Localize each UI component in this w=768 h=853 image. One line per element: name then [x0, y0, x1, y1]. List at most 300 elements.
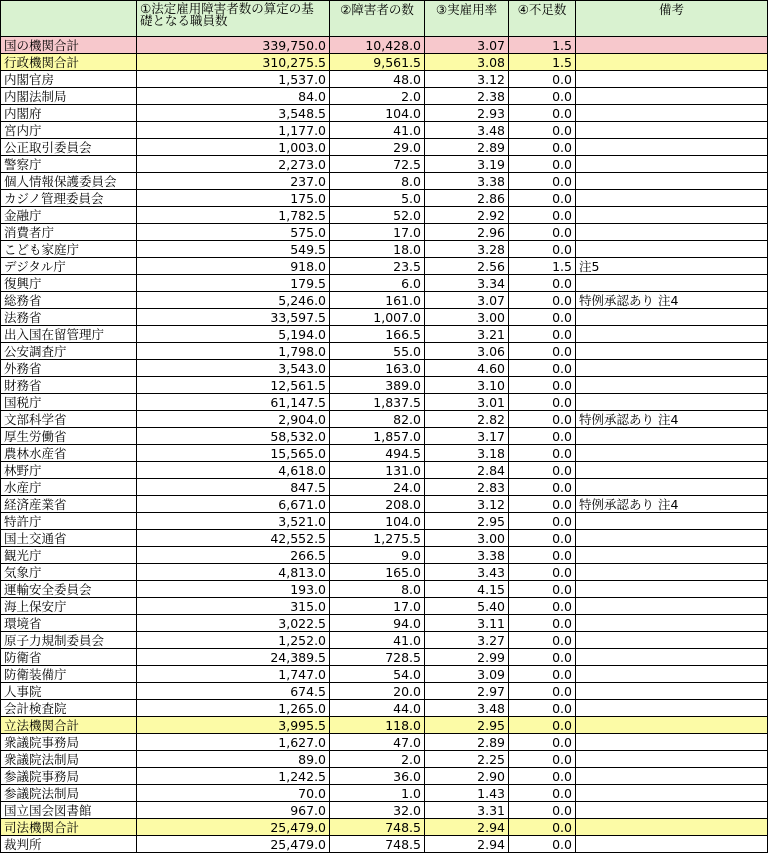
disabled-count-cell: 389.0	[330, 377, 425, 394]
table-row	[1, 632, 768, 649]
disabled-count-cell: 10,428.0	[330, 37, 425, 54]
disabled-count-cell: 728.5	[330, 649, 425, 666]
notes-cell	[576, 428, 768, 445]
actual-rate-cell: 2.38	[425, 88, 509, 105]
notes-cell	[576, 717, 768, 734]
notes-cell	[576, 377, 768, 394]
shortfall-cell: 0.0	[509, 462, 576, 479]
disabled-count-cell: 20.0	[330, 683, 425, 700]
base-employees-cell: 3,022.5	[137, 615, 330, 632]
disabled-count-cell: 1,275.5	[330, 530, 425, 547]
shortfall-cell: 1.5	[509, 54, 576, 71]
shortfall-cell: 0.0	[509, 530, 576, 547]
org-name-cell: 総務省	[1, 292, 137, 309]
table-header-row	[1, 1, 768, 37]
disabled-count-cell: 5.0	[330, 190, 425, 207]
notes-cell	[576, 224, 768, 241]
base-employees-cell: 1,242.5	[137, 768, 330, 785]
notes-cell	[576, 173, 768, 190]
base-employees-cell: 3,995.5	[137, 717, 330, 734]
base-employees-cell: 339,750.0	[137, 37, 330, 54]
disabled-count-cell: 118.0	[330, 717, 425, 734]
base-employees-cell: 25,479.0	[137, 836, 330, 853]
org-name-cell: 行政機関合計	[1, 54, 137, 71]
notes-cell: 注5	[576, 258, 768, 275]
base-employees-cell: 58,532.0	[137, 428, 330, 445]
org-name-cell: 林野庁	[1, 462, 137, 479]
base-employees-cell: 61,147.5	[137, 394, 330, 411]
notes-cell	[576, 700, 768, 717]
shortfall-cell: 0.0	[509, 275, 576, 292]
base-employees-cell: 25,479.0	[137, 819, 330, 836]
org-name-cell: 水産庁	[1, 479, 137, 496]
actual-rate-cell: 2.82	[425, 411, 509, 428]
disabled-count-cell: 1.0	[330, 785, 425, 802]
disabled-count-cell: 104.0	[330, 513, 425, 530]
table-row	[1, 241, 768, 258]
table-row	[1, 377, 768, 394]
shortfall-cell: 0.0	[509, 683, 576, 700]
org-name-cell: デジタル庁	[1, 258, 137, 275]
org-name-cell: 参議院事務局	[1, 768, 137, 785]
shortfall-cell: 0.0	[509, 615, 576, 632]
shortfall-cell: 0.0	[509, 105, 576, 122]
base-employees-cell: 847.5	[137, 479, 330, 496]
table-row	[1, 836, 768, 853]
org-name-cell: 法務省	[1, 309, 137, 326]
table-row	[1, 428, 768, 445]
header-blank	[1, 1, 137, 37]
shortfall-cell: 0.0	[509, 309, 576, 326]
notes-cell	[576, 513, 768, 530]
base-employees-cell: 1,747.0	[137, 666, 330, 683]
org-name-cell: 金融庁	[1, 207, 137, 224]
shortfall-cell: 0.0	[509, 649, 576, 666]
org-name-cell: カジノ管理委員会	[1, 190, 137, 207]
actual-rate-cell: 2.93	[425, 105, 509, 122]
shortfall-cell: 0.0	[509, 411, 576, 428]
shortfall-cell: 0.0	[509, 564, 576, 581]
disabled-count-cell: 1,007.0	[330, 309, 425, 326]
org-name-cell: 公正取引委員会	[1, 139, 137, 156]
disabled-count-cell: 131.0	[330, 462, 425, 479]
disabled-count-cell: 166.5	[330, 326, 425, 343]
shortfall-cell: 1.5	[509, 258, 576, 275]
disabled-count-cell: 54.0	[330, 666, 425, 683]
notes-cell	[576, 88, 768, 105]
org-name-cell: 警察庁	[1, 156, 137, 173]
base-employees-cell: 575.0	[137, 224, 330, 241]
notes-cell	[576, 37, 768, 54]
table-row	[1, 122, 768, 139]
shortfall-cell: 0.0	[509, 768, 576, 785]
disabled-count-cell: 8.0	[330, 581, 425, 598]
disabled-count-cell: 165.0	[330, 564, 425, 581]
actual-rate-cell: 4.60	[425, 360, 509, 377]
actual-rate-cell: 3.12	[425, 496, 509, 513]
shortfall-cell: 1.5	[509, 37, 576, 54]
table-row	[1, 581, 768, 598]
org-name-cell: 衆議院事務局	[1, 734, 137, 751]
org-name-cell: 内閣官房	[1, 71, 137, 88]
table-row	[1, 683, 768, 700]
notes-cell	[576, 207, 768, 224]
org-name-cell: 経済産業省	[1, 496, 137, 513]
header-disabled-count: ②障害者の数	[330, 1, 425, 37]
org-name-cell: 会計検査院	[1, 700, 137, 717]
disabled-count-cell: 161.0	[330, 292, 425, 309]
actual-rate-cell: 3.28	[425, 241, 509, 258]
base-employees-cell: 1,627.0	[137, 734, 330, 751]
shortfall-cell: 0.0	[509, 122, 576, 139]
notes-cell	[576, 275, 768, 292]
table-row	[1, 462, 768, 479]
actual-rate-cell: 3.18	[425, 445, 509, 462]
base-employees-cell: 1,252.0	[137, 632, 330, 649]
notes-cell	[576, 632, 768, 649]
disabled-count-cell: 8.0	[330, 173, 425, 190]
actual-rate-cell: 2.95	[425, 513, 509, 530]
table-row	[1, 394, 768, 411]
base-employees-cell: 24,389.5	[137, 649, 330, 666]
table-row	[1, 190, 768, 207]
header-actual-rate: ③実雇用率	[425, 1, 509, 37]
table-row	[1, 173, 768, 190]
table-row	[1, 666, 768, 683]
header-base-employees: ①法定雇用障害者数の算定の基礎となる職員数	[137, 1, 330, 37]
table-row	[1, 700, 768, 717]
table-row	[1, 71, 768, 88]
actual-rate-cell: 3.38	[425, 173, 509, 190]
org-name-cell: 宮内庁	[1, 122, 137, 139]
table-row	[1, 615, 768, 632]
org-name-cell: 財務省	[1, 377, 137, 394]
actual-rate-cell: 2.56	[425, 258, 509, 275]
actual-rate-cell: 3.34	[425, 275, 509, 292]
base-employees-cell: 1,003.0	[137, 139, 330, 156]
table-row	[1, 496, 768, 513]
org-name-cell: 観光庁	[1, 547, 137, 564]
actual-rate-cell: 3.31	[425, 802, 509, 819]
shortfall-cell: 0.0	[509, 428, 576, 445]
shortfall-cell: 0.0	[509, 836, 576, 853]
shortfall-cell: 0.0	[509, 547, 576, 564]
actual-rate-cell: 2.96	[425, 224, 509, 241]
shortfall-cell: 0.0	[509, 513, 576, 530]
shortfall-cell: 0.0	[509, 717, 576, 734]
org-name-cell: 気象庁	[1, 564, 137, 581]
table-row	[1, 224, 768, 241]
shortfall-cell: 0.0	[509, 343, 576, 360]
shortfall-cell: 0.0	[509, 190, 576, 207]
disabled-count-cell: 29.0	[330, 139, 425, 156]
base-employees-cell: 315.0	[137, 598, 330, 615]
shortfall-cell: 0.0	[509, 173, 576, 190]
disabled-count-cell: 52.0	[330, 207, 425, 224]
actual-rate-cell: 2.99	[425, 649, 509, 666]
org-name-cell: 公安調査庁	[1, 343, 137, 360]
shortfall-cell: 0.0	[509, 394, 576, 411]
table-row	[1, 326, 768, 343]
shortfall-cell: 0.0	[509, 139, 576, 156]
header-shortfall: ④不足数	[509, 1, 576, 37]
shortfall-cell: 0.0	[509, 598, 576, 615]
base-employees-cell: 5,246.0	[137, 292, 330, 309]
table-row	[1, 802, 768, 819]
shortfall-cell: 0.0	[509, 666, 576, 683]
table-row	[1, 37, 768, 54]
notes-cell	[576, 768, 768, 785]
notes-cell	[576, 649, 768, 666]
actual-rate-cell: 2.94	[425, 819, 509, 836]
base-employees-cell: 5,194.0	[137, 326, 330, 343]
org-name-cell: 国立国会図書館	[1, 802, 137, 819]
table-row	[1, 479, 768, 496]
disabled-count-cell: 6.0	[330, 275, 425, 292]
actual-rate-cell: 2.95	[425, 717, 509, 734]
org-name-cell: 運輸安全委員会	[1, 581, 137, 598]
notes-cell	[576, 394, 768, 411]
table-row	[1, 598, 768, 615]
base-employees-cell: 3,543.0	[137, 360, 330, 377]
notes-cell	[576, 564, 768, 581]
actual-rate-cell: 2.84	[425, 462, 509, 479]
base-employees-cell: 12,561.5	[137, 377, 330, 394]
notes-cell	[576, 54, 768, 71]
actual-rate-cell: 2.92	[425, 207, 509, 224]
base-employees-cell: 1,265.0	[137, 700, 330, 717]
notes-cell	[576, 360, 768, 377]
table-row	[1, 292, 768, 309]
notes-cell	[576, 819, 768, 836]
org-name-cell: こども家庭庁	[1, 241, 137, 258]
notes-cell	[576, 734, 768, 751]
table-row	[1, 54, 768, 71]
actual-rate-cell: 4.15	[425, 581, 509, 598]
base-employees-cell: 310,275.5	[137, 54, 330, 71]
org-name-cell: 内閣法制局	[1, 88, 137, 105]
notes-cell	[576, 615, 768, 632]
org-name-cell: 特許庁	[1, 513, 137, 530]
shortfall-cell: 0.0	[509, 377, 576, 394]
table-row	[1, 717, 768, 734]
actual-rate-cell: 3.06	[425, 343, 509, 360]
disabled-count-cell: 44.0	[330, 700, 425, 717]
org-name-cell: 立法機関合計	[1, 717, 137, 734]
table-row	[1, 207, 768, 224]
notes-cell	[576, 190, 768, 207]
base-employees-cell: 2,273.0	[137, 156, 330, 173]
base-employees-cell: 1,782.5	[137, 207, 330, 224]
base-employees-cell: 89.0	[137, 751, 330, 768]
shortfall-cell: 0.0	[509, 581, 576, 598]
org-name-cell: 農林水産省	[1, 445, 137, 462]
actual-rate-cell: 3.21	[425, 326, 509, 343]
notes-cell	[576, 71, 768, 88]
org-name-cell: 出入国在留管理庁	[1, 326, 137, 343]
org-name-cell: 人事院	[1, 683, 137, 700]
base-employees-cell: 3,521.0	[137, 513, 330, 530]
notes-cell	[576, 241, 768, 258]
notes-cell: 特例承認あり 注4	[576, 292, 768, 309]
header-notes: 備考	[576, 1, 768, 37]
actual-rate-cell: 3.17	[425, 428, 509, 445]
base-employees-cell: 1,537.0	[137, 71, 330, 88]
base-employees-cell: 549.5	[137, 241, 330, 258]
disabled-count-cell: 47.0	[330, 734, 425, 751]
org-name-cell: 衆議院法制局	[1, 751, 137, 768]
base-employees-cell: 1,798.0	[137, 343, 330, 360]
notes-cell	[576, 309, 768, 326]
disabled-count-cell: 72.5	[330, 156, 425, 173]
shortfall-cell: 0.0	[509, 819, 576, 836]
shortfall-cell: 0.0	[509, 88, 576, 105]
org-name-cell: 文部科学省	[1, 411, 137, 428]
table-row	[1, 360, 768, 377]
table-row	[1, 564, 768, 581]
actual-rate-cell: 3.12	[425, 71, 509, 88]
notes-cell	[576, 598, 768, 615]
org-name-cell: 国の機関合計	[1, 37, 137, 54]
notes-cell	[576, 326, 768, 343]
actual-rate-cell: 2.89	[425, 139, 509, 156]
base-employees-cell: 237.0	[137, 173, 330, 190]
base-employees-cell: 4,618.0	[137, 462, 330, 479]
table-row	[1, 547, 768, 564]
org-name-cell: 防衛省	[1, 649, 137, 666]
org-name-cell: 消費者庁	[1, 224, 137, 241]
disabled-count-cell: 2.0	[330, 88, 425, 105]
table-row	[1, 88, 768, 105]
actual-rate-cell: 3.27	[425, 632, 509, 649]
disabled-count-cell: 48.0	[330, 71, 425, 88]
notes-cell: 特例承認あり 注4	[576, 496, 768, 513]
base-employees-cell: 6,671.0	[137, 496, 330, 513]
actual-rate-cell: 3.00	[425, 530, 509, 547]
disabled-count-cell: 208.0	[330, 496, 425, 513]
disabled-count-cell: 32.0	[330, 802, 425, 819]
org-name-cell: 厚生労働省	[1, 428, 137, 445]
table-row	[1, 768, 768, 785]
notes-cell	[576, 547, 768, 564]
disabled-count-cell: 18.0	[330, 241, 425, 258]
disabled-count-cell: 494.5	[330, 445, 425, 462]
table-row	[1, 309, 768, 326]
table-row	[1, 411, 768, 428]
org-name-cell: 防衛装備庁	[1, 666, 137, 683]
shortfall-cell: 0.0	[509, 734, 576, 751]
table-row	[1, 105, 768, 122]
actual-rate-cell: 3.43	[425, 564, 509, 581]
table-row	[1, 275, 768, 292]
notes-cell: 特例承認あり 注4	[576, 411, 768, 428]
shortfall-cell: 0.0	[509, 360, 576, 377]
shortfall-cell: 0.0	[509, 292, 576, 309]
base-employees-cell: 266.5	[137, 547, 330, 564]
disabled-count-cell: 1,857.0	[330, 428, 425, 445]
table-row	[1, 156, 768, 173]
actual-rate-cell: 3.00	[425, 309, 509, 326]
table-row	[1, 139, 768, 156]
disabled-count-cell: 23.5	[330, 258, 425, 275]
org-name-cell: 裁判所	[1, 836, 137, 853]
actual-rate-cell: 1.43	[425, 785, 509, 802]
base-employees-cell: 42,552.5	[137, 530, 330, 547]
org-name-cell: 参議院法制局	[1, 785, 137, 802]
shortfall-cell: 0.0	[509, 156, 576, 173]
disabled-count-cell: 104.0	[330, 105, 425, 122]
table-row	[1, 513, 768, 530]
actual-rate-cell: 3.07	[425, 37, 509, 54]
notes-cell	[576, 530, 768, 547]
disabled-count-cell: 1,837.5	[330, 394, 425, 411]
notes-cell	[576, 666, 768, 683]
table-row	[1, 734, 768, 751]
actual-rate-cell: 2.86	[425, 190, 509, 207]
actual-rate-cell: 2.83	[425, 479, 509, 496]
org-name-cell: 原子力規制委員会	[1, 632, 137, 649]
org-name-cell: 個人情報保護委員会	[1, 173, 137, 190]
disabled-count-cell: 82.0	[330, 411, 425, 428]
base-employees-cell: 15,565.0	[137, 445, 330, 462]
base-employees-cell: 2,904.0	[137, 411, 330, 428]
base-employees-cell: 674.5	[137, 683, 330, 700]
org-name-cell: 司法機関合計	[1, 819, 137, 836]
notes-cell	[576, 445, 768, 462]
notes-cell	[576, 139, 768, 156]
shortfall-cell: 0.0	[509, 751, 576, 768]
org-name-cell: 内閣府	[1, 105, 137, 122]
actual-rate-cell: 2.97	[425, 683, 509, 700]
base-employees-cell: 175.0	[137, 190, 330, 207]
actual-rate-cell: 3.08	[425, 54, 509, 71]
table-row	[1, 649, 768, 666]
actual-rate-cell: 3.48	[425, 122, 509, 139]
org-name-cell: 国税庁	[1, 394, 137, 411]
base-employees-cell: 193.0	[137, 581, 330, 598]
actual-rate-cell: 3.01	[425, 394, 509, 411]
actual-rate-cell: 3.11	[425, 615, 509, 632]
shortfall-cell: 0.0	[509, 632, 576, 649]
notes-cell	[576, 751, 768, 768]
notes-cell	[576, 785, 768, 802]
base-employees-cell: 918.0	[137, 258, 330, 275]
org-name-cell: 環境省	[1, 615, 137, 632]
notes-cell	[576, 122, 768, 139]
disabled-count-cell: 36.0	[330, 768, 425, 785]
base-employees-cell: 84.0	[137, 88, 330, 105]
table-row	[1, 258, 768, 275]
notes-cell	[576, 581, 768, 598]
notes-cell	[576, 105, 768, 122]
actual-rate-cell: 5.40	[425, 598, 509, 615]
table-row	[1, 530, 768, 547]
shortfall-cell: 0.0	[509, 326, 576, 343]
disabled-count-cell: 94.0	[330, 615, 425, 632]
actual-rate-cell: 2.90	[425, 768, 509, 785]
actual-rate-cell: 2.89	[425, 734, 509, 751]
disabled-count-cell: 17.0	[330, 598, 425, 615]
notes-cell	[576, 156, 768, 173]
actual-rate-cell: 3.10	[425, 377, 509, 394]
notes-cell	[576, 683, 768, 700]
notes-cell	[576, 836, 768, 853]
table-row	[1, 343, 768, 360]
disabled-count-cell: 163.0	[330, 360, 425, 377]
table-body	[1, 37, 768, 853]
org-name-cell: 外務省	[1, 360, 137, 377]
actual-rate-cell: 3.19	[425, 156, 509, 173]
